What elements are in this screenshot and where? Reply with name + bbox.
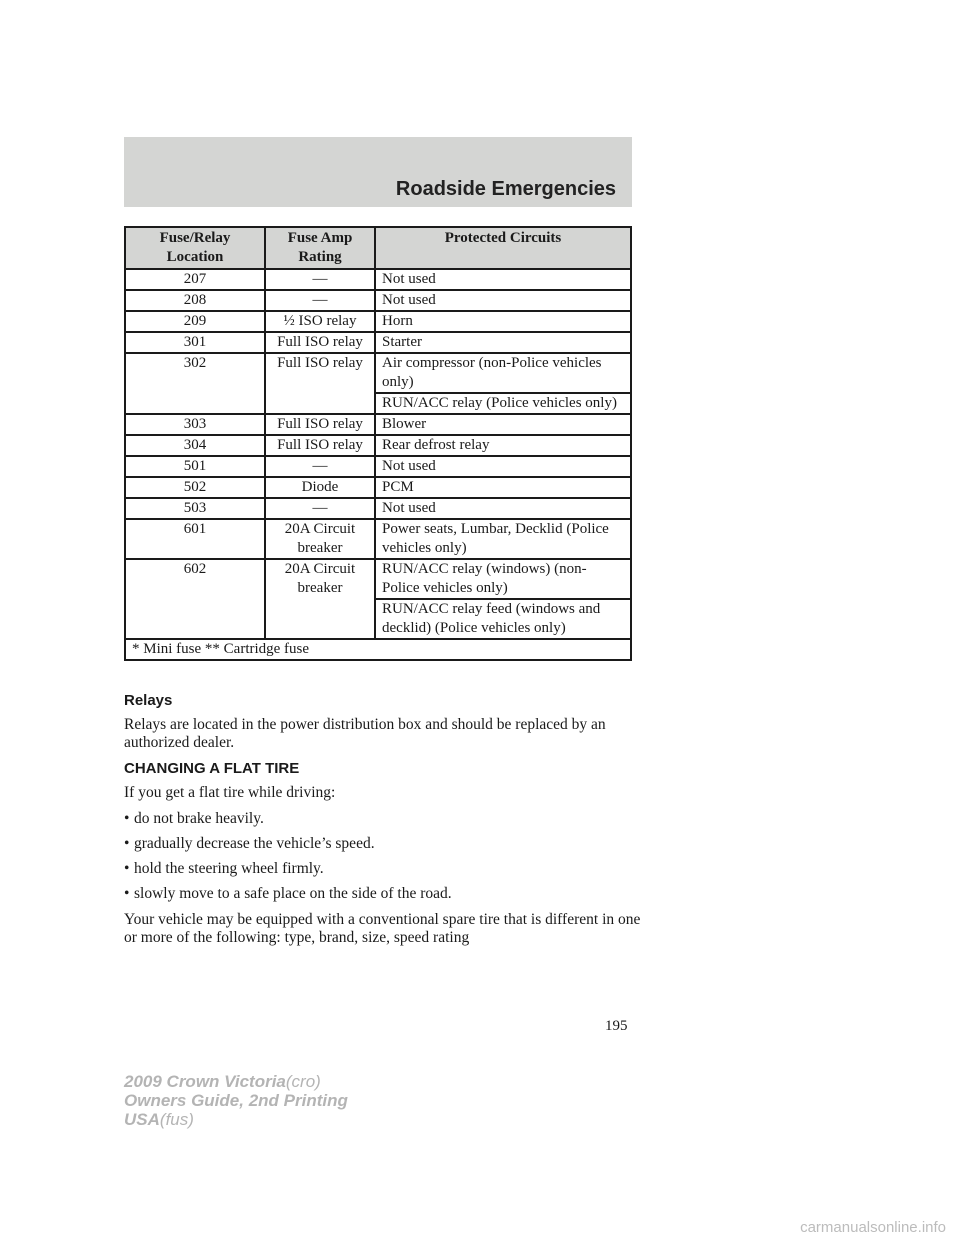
circuit-cell: RUN/ACC relay (Police vehicles only) xyxy=(375,393,631,414)
circuit-cell: Not used xyxy=(375,290,631,311)
circuit-cell: Not used xyxy=(375,269,631,290)
location-cell: 602 xyxy=(125,559,265,639)
table-footnote-row xyxy=(125,639,631,660)
circuit-cell: Air compressor (non-Police vehicles only) xyxy=(375,353,631,393)
list-item-text: gradually decrease the vehicle’s speed. xyxy=(134,835,375,852)
location-cell: 207 xyxy=(125,269,265,290)
table-header-row xyxy=(125,227,631,269)
circuit-cell: PCM xyxy=(375,477,631,498)
footer xyxy=(124,1072,348,1129)
column-header: Fuse/Relay Location xyxy=(125,227,265,269)
table-row xyxy=(125,269,631,290)
location-cell: 304 xyxy=(125,435,265,456)
bullet-icon: • xyxy=(124,885,130,902)
location-cell: 501 xyxy=(125,456,265,477)
body-text xyxy=(124,692,644,955)
circuit-cell: Not used xyxy=(375,498,631,519)
watermark: carmanualsonline.info xyxy=(800,1219,946,1236)
footer-market: USA xyxy=(124,1110,160,1129)
footer-edition: Owners Guide, 2nd Printing xyxy=(124,1091,348,1110)
list-item xyxy=(124,810,644,828)
list-item-text: slowly move to a safe place on the side of the road. xyxy=(134,885,452,902)
location-cell: 302 xyxy=(125,353,265,414)
table-row xyxy=(125,519,631,559)
location-cell: 503 xyxy=(125,498,265,519)
rating-cell: Full ISO relay xyxy=(265,353,375,414)
relays-heading: Relays xyxy=(124,692,173,709)
list-item xyxy=(124,885,644,903)
rating-cell: 20A Circuit breaker xyxy=(265,519,375,559)
table-row xyxy=(125,290,631,311)
list-item xyxy=(124,860,644,878)
location-cell: 502 xyxy=(125,477,265,498)
table-row xyxy=(125,477,631,498)
bullet-icon: • xyxy=(124,835,130,852)
column-header: Protected Circuits xyxy=(375,227,631,269)
rating-cell: Full ISO relay xyxy=(265,414,375,435)
fuse-relay-table xyxy=(124,226,632,661)
rating-cell: — xyxy=(265,269,375,290)
circuit-cell: Starter xyxy=(375,332,631,353)
rating-cell: 20A Circuit breaker xyxy=(265,559,375,639)
table-row xyxy=(125,311,631,332)
column-header: Fuse Amp Rating xyxy=(265,227,375,269)
list-item xyxy=(124,835,644,853)
footer-model-code: (cro) xyxy=(285,1072,321,1091)
table-row xyxy=(125,435,631,456)
rating-cell: Full ISO relay xyxy=(265,435,375,456)
list-item-text: hold the steering wheel firmly. xyxy=(134,860,324,877)
table-row xyxy=(125,456,631,477)
table-row xyxy=(125,559,631,599)
location-cell: 208 xyxy=(125,290,265,311)
circuit-cell: RUN/ACC relay feed (windows and decklid) (Police vehicles only) xyxy=(375,599,631,639)
footer-model: 2009 Crown Victoria xyxy=(124,1072,286,1091)
table-row xyxy=(125,498,631,519)
table-row xyxy=(125,353,631,393)
spare-tire-paragraph: Your vehicle may be equipped with a conventional spare tire that is different in one or more of the following: type, brand, size, speed rating xyxy=(124,911,641,946)
rating-cell: — xyxy=(265,290,375,311)
location-cell: 209 xyxy=(125,311,265,332)
circuit-cell: Not used xyxy=(375,456,631,477)
bullet-icon: • xyxy=(124,810,130,827)
flat-tire-intro: If you get a flat tire while driving: xyxy=(124,784,336,801)
list-item-text: do not brake heavily. xyxy=(134,810,264,827)
flat-tire-heading: CHANGING A FLAT TIRE xyxy=(124,760,300,777)
page-number: 195 xyxy=(605,1018,628,1034)
section-header-band xyxy=(124,137,632,207)
location-cell: 303 xyxy=(125,414,265,435)
flat-tire-bullet-list xyxy=(124,810,644,903)
circuit-cell: Power seats, Lumbar, Decklid (Police vehicles only) xyxy=(375,519,631,559)
rating-cell: ½ ISO relay xyxy=(265,311,375,332)
relays-paragraph: Relays are located in the power distribution box and should be replaced by an authorized dealer. xyxy=(124,716,606,751)
rating-cell: — xyxy=(265,498,375,519)
location-cell: 601 xyxy=(125,519,265,559)
circuit-cell: Rear defrost relay xyxy=(375,435,631,456)
bullet-icon: • xyxy=(124,860,130,877)
table-row xyxy=(125,414,631,435)
table-footnote: * Mini fuse ** Cartridge fuse xyxy=(125,639,631,660)
rating-cell: — xyxy=(265,456,375,477)
rating-cell: Diode xyxy=(265,477,375,498)
location-cell: 301 xyxy=(125,332,265,353)
circuit-cell: Horn xyxy=(375,311,631,332)
table-row xyxy=(125,332,631,353)
rating-cell: Full ISO relay xyxy=(265,332,375,353)
footer-market-code: (fus) xyxy=(159,1110,194,1129)
section-title: Roadside Emergencies xyxy=(395,178,616,200)
circuit-cell: Blower xyxy=(375,414,631,435)
circuit-cell: RUN/ACC relay (windows) (non-Police vehicles only) xyxy=(375,559,631,599)
